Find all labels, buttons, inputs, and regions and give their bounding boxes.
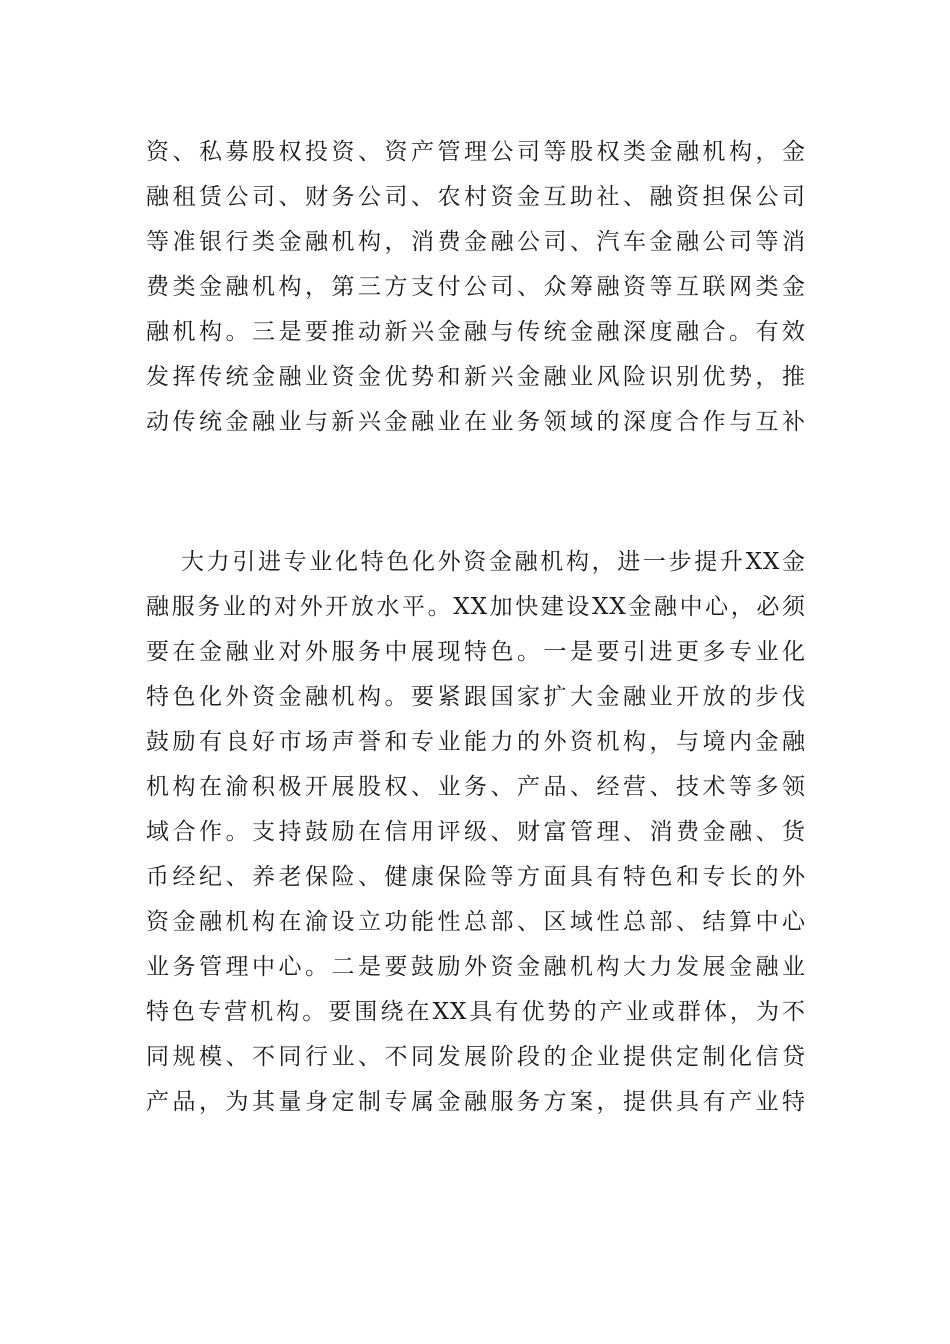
text-line-first: 大力引进专业化特色化外资金融机构，进一步提升XX金 <box>181 549 806 575</box>
text-line: 动传统金融业与新兴金融业在业务领域的深度合作与互补 <box>146 409 806 435</box>
text-line: 同规模、不同行业、不同发展阶段的企业提供定制化信贷 <box>146 1044 806 1070</box>
text-line: 机构在渝积极开展股权、业务、产品、经营、技术等多领 <box>146 774 806 800</box>
text-line: 业务管理中心。二是要鼓励外资金融机构大力发展金融业 <box>146 954 806 980</box>
text-line: 鼓励有良好市场声誉和专业能力的外资机构，与境内金融 <box>146 729 806 755</box>
text-line: 融服务业的对外开放水平。XX加快建设XX金融中心，必须 <box>146 594 806 620</box>
text-line: 资、私募股权投资、资产管理公司等股权类金融机构，金 <box>146 139 806 165</box>
text-line: 发挥传统金融业资金优势和新兴金融业风险识别优势，推 <box>146 364 806 390</box>
text-line: 域合作。支持鼓励在信用评级、财富管理、消费金融、货 <box>146 819 806 845</box>
text-line: 资金融机构在渝设立功能性总部、区域性总部、结算中心 <box>146 909 806 935</box>
text-line: 特色化外资金融机构。要紧跟国家扩大金融业开放的步伐 <box>146 684 806 710</box>
text-line: 融机构。三是要推动新兴金融与传统金融深度融合。有效 <box>146 319 806 345</box>
paragraph-foreign-institutions <box>146 540 806 1125</box>
text-line: 产品，为其量身定制专属金融服务方案，提供具有产业特 <box>146 1089 806 1115</box>
text-line: 币经纪、养老保险、健康保险等方面具有特色和专长的外 <box>146 864 806 890</box>
text-line: 费类金融机构，第三方支付公司、众筹融资等互联网类金 <box>146 274 806 300</box>
text-line: 融租赁公司、财务公司、农村资金互助社、融资担保公司 <box>146 184 806 210</box>
paragraph-continued <box>146 130 806 445</box>
text-line: 要在金融业对外服务中展现特色。一是要引进更多专业化 <box>146 639 806 665</box>
text-line: 特色专营机构。要围绕在XX具有优势的产业或群体，为不 <box>146 999 806 1025</box>
text-line: 等准银行类金融机构，消费金融公司、汽车金融公司等消 <box>146 229 806 255</box>
